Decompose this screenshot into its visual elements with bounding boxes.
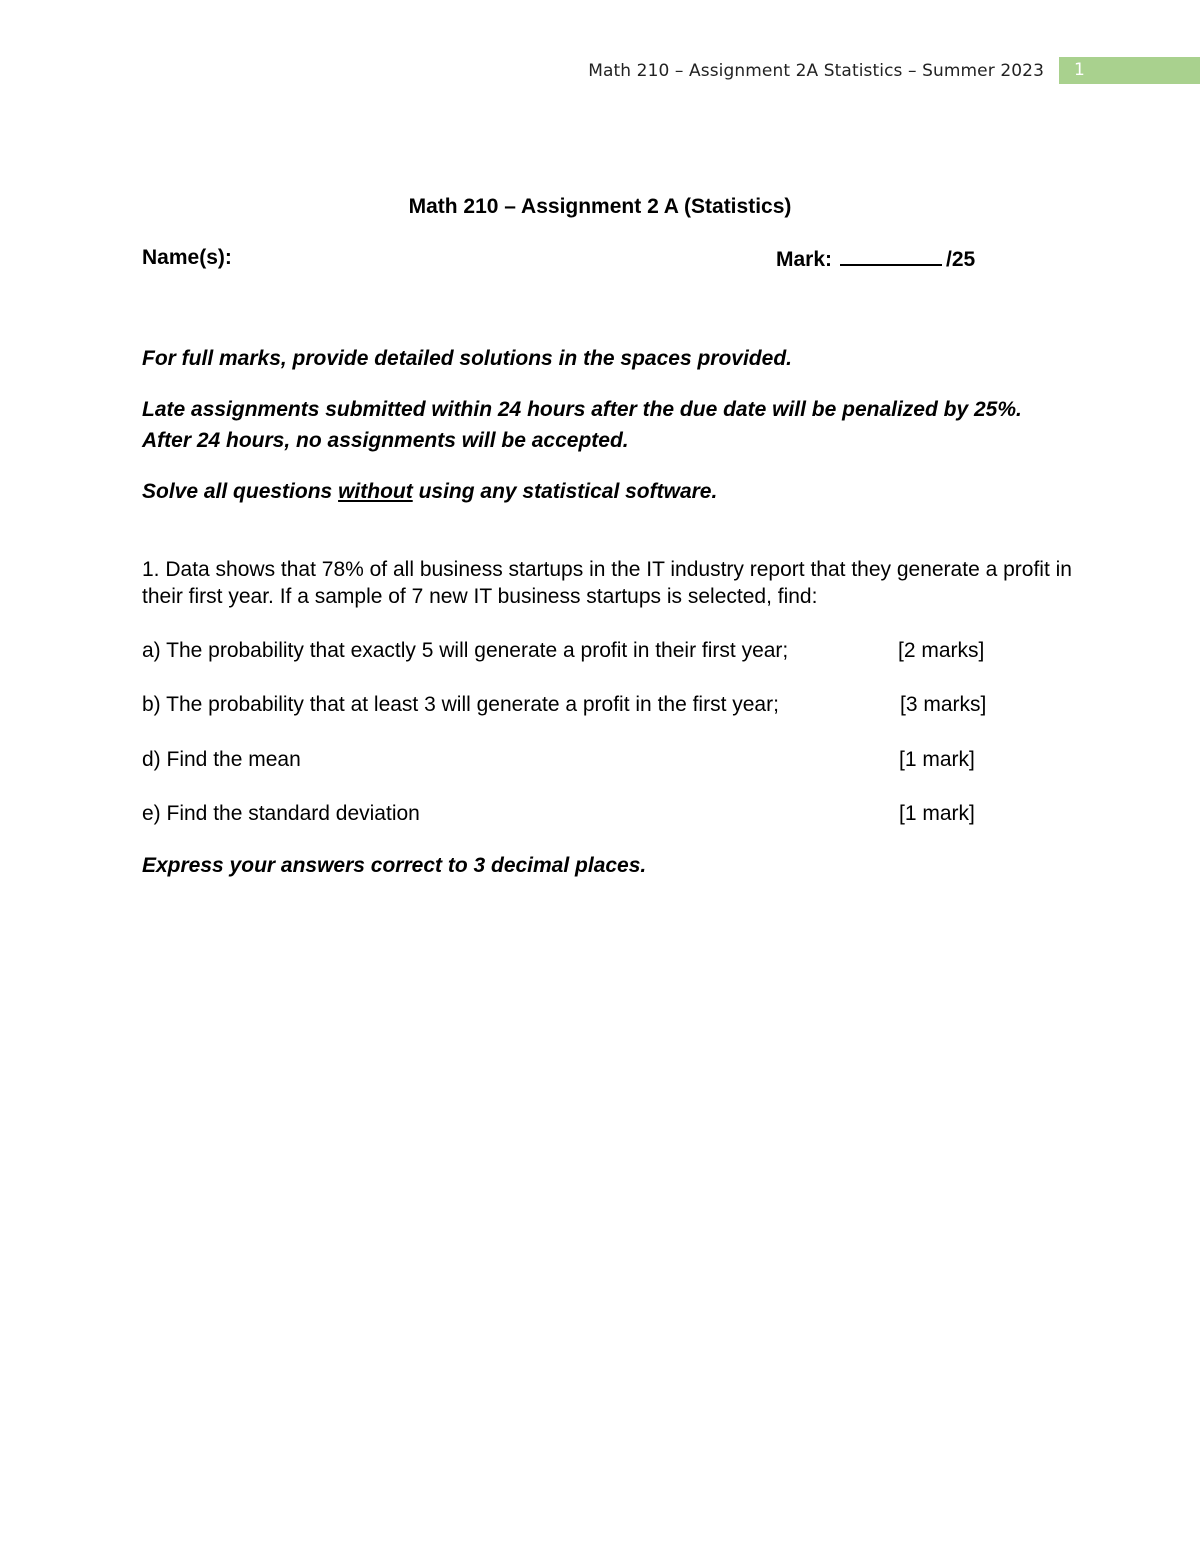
closing-instruction: Express your answers correct to 3 decimal places. (142, 854, 647, 877)
question-1e: e) Find the standard deviation (142, 802, 420, 825)
mark-field (776, 245, 975, 273)
question-1b: b) The probability that at least 3 will generate a profit in the first year; (142, 693, 779, 716)
instruction-no-software-emphasis: without (338, 480, 413, 503)
document-title: Math 210 – Assignment 2 A (Statistics) (408, 195, 792, 218)
question-1a-marks: [2 marks] (898, 639, 985, 662)
mark-blank-line (840, 245, 942, 266)
instruction-no-software-end: using any statistical software. (418, 480, 718, 503)
mark-total: /25 (946, 248, 976, 271)
question-1b-marks: [3 marks] (900, 693, 987, 716)
page-number-badge (1059, 57, 1200, 84)
page-number: 1 (1074, 60, 1085, 80)
mark-label: Mark: (776, 248, 833, 271)
running-header: Math 210 – Assignment 2A Statistics – Summer 2023 (588, 61, 1044, 81)
question-1e-marks: [1 mark] (899, 802, 975, 825)
instruction-no-software (142, 476, 1062, 507)
question-1d: d) Find the mean (142, 748, 301, 771)
instruction-no-software-start: Solve all questions (142, 480, 333, 503)
instruction-full-marks: For full marks, provide detailed solutions in the spaces provided. (142, 347, 792, 370)
question-1a: a) The probability that exactly 5 will generate a profit in their first year; (142, 639, 789, 662)
name-label: Name(s): (142, 246, 232, 269)
instruction-late-policy: Late assignments submitted within 24 hours after the due date will be penalized by 25%. After 24 hours, no assignments will be accepted. (142, 398, 1022, 452)
question-1-stem: 1. Data shows that 78% of all business startups in the IT industry report that they generate a profit in their first year. If a sample of 7 new IT business startups is selected, find: (142, 558, 1072, 608)
question-1d-marks: [1 mark] (899, 748, 975, 771)
